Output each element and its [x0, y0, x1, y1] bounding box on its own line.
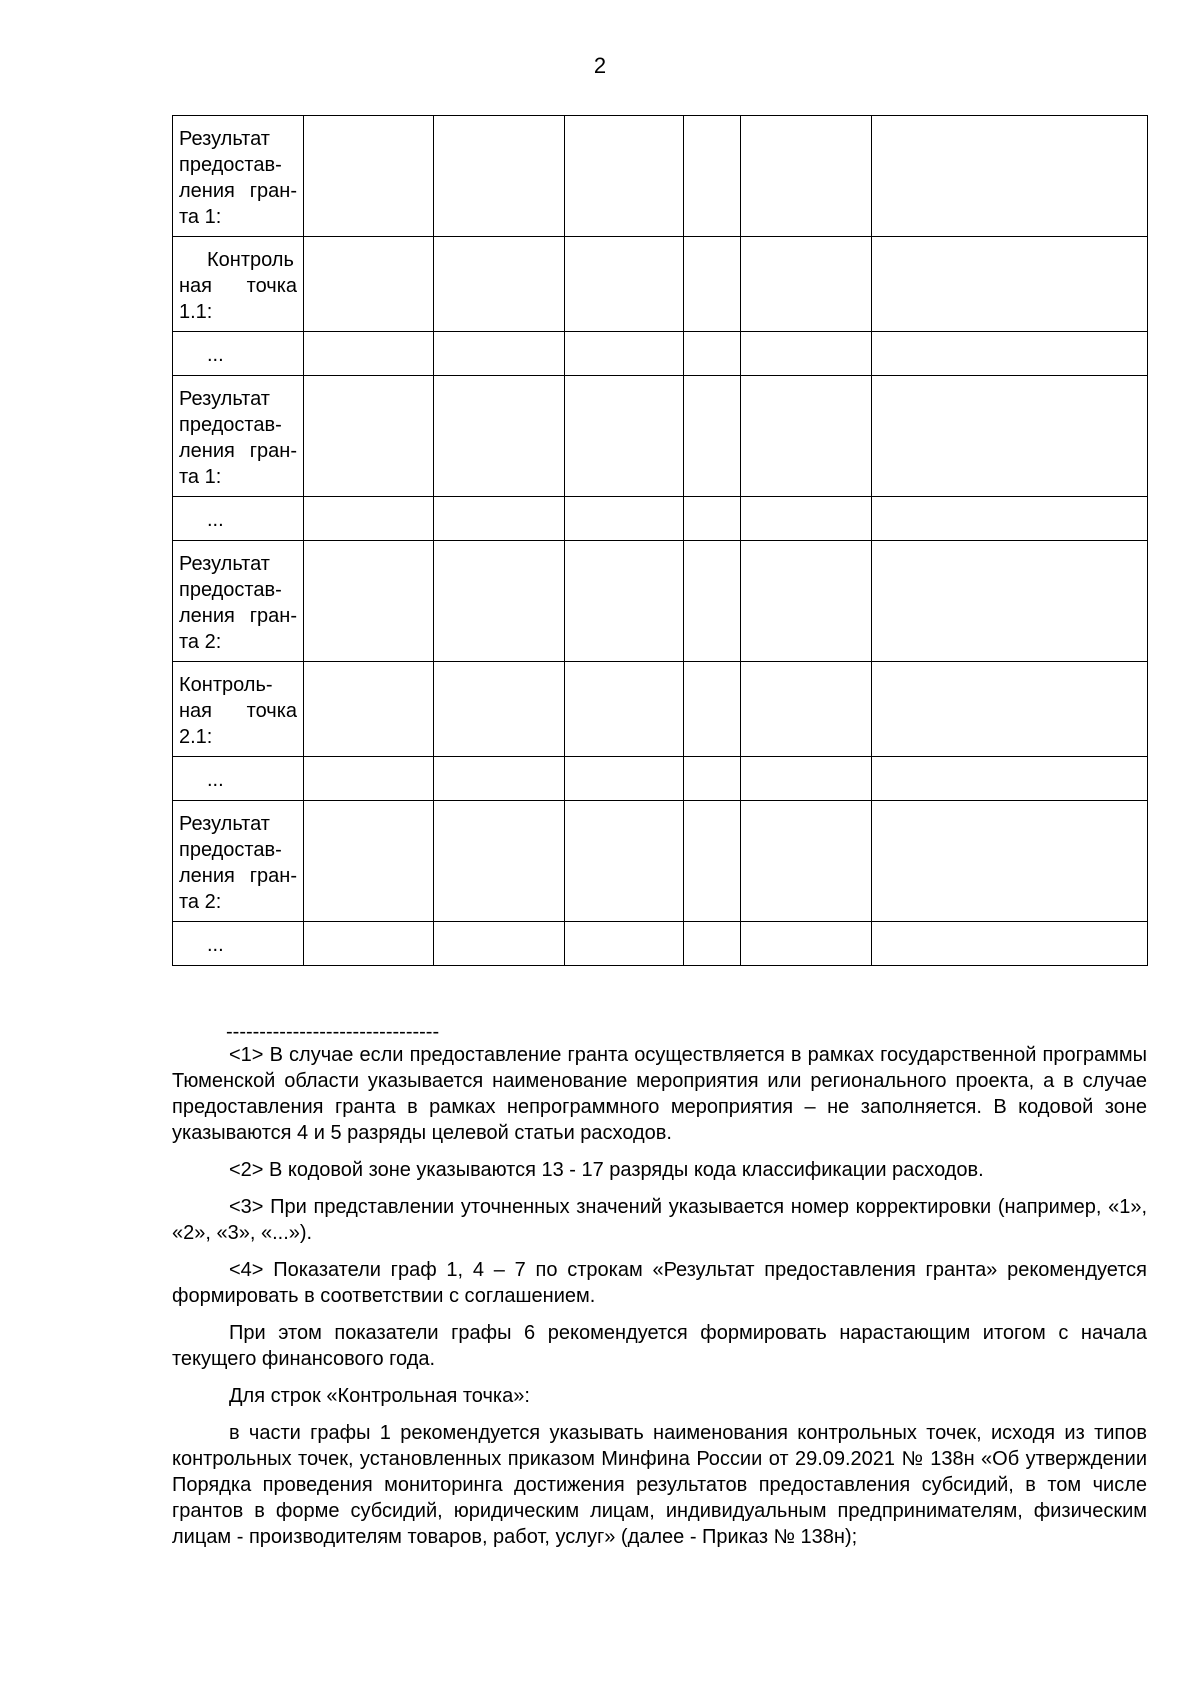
empty-cell	[565, 116, 684, 237]
footnote-1: <1> В случае если предоставление гранта осуществляется в рамках государственной программы Тюменской области указывается наименование мероприятия или регионального проекта, а в случае предоставления гранта в рамках непрограммного мероприятия – не заполняется. В кодовой зоне указываются 4 и 5 разряды целевой статьи расходов.	[172, 1044, 1147, 1144]
empty-cell	[304, 757, 434, 801]
empty-cell	[872, 332, 1148, 376]
row-label-cell	[173, 541, 304, 662]
empty-cell	[304, 801, 434, 922]
row-label-cell	[173, 662, 304, 757]
row-label-cell	[173, 376, 304, 497]
empty-cell	[434, 662, 565, 757]
empty-cell	[741, 332, 872, 376]
note-column-1: в части графы 1 рекомендуется указывать наименования контрольных точек, исходя из типов контрольных точек, установленных приказом Минфина России от 29.09.2021 № 138н «Об утверждении Порядка проведения мониторинга достижения результатов предоставления субсидий, в том числе грантов в форме субсидий, юридическим лицам, индивидуальным предпринимателям, физическим лицам - производителям товаров, работ, услуг» (далее - Приказ № 138н);	[172, 1422, 1147, 1548]
empty-cell	[684, 757, 741, 801]
empty-cell	[872, 497, 1148, 541]
row-label-cell	[173, 497, 304, 541]
empty-cell	[304, 662, 434, 757]
empty-cell	[872, 376, 1148, 497]
empty-cell	[434, 541, 565, 662]
table-row	[173, 116, 1148, 237]
empty-cell	[304, 497, 434, 541]
empty-cell	[741, 237, 872, 332]
empty-cell	[741, 922, 872, 966]
empty-cell	[434, 801, 565, 922]
empty-cell	[684, 541, 741, 662]
table-row	[173, 497, 1148, 541]
empty-cell	[565, 662, 684, 757]
row-label-cell	[173, 116, 304, 237]
empty-cell	[434, 497, 565, 541]
empty-cell	[304, 237, 434, 332]
empty-cell	[434, 237, 565, 332]
empty-cell	[684, 332, 741, 376]
empty-cell	[434, 376, 565, 497]
footnote-4: <4> Показатели граф 1, 4 – 7 по строкам «Результат предоставления гранта» рекомендуется формировать в соответствии с соглашением.	[172, 1259, 1147, 1307]
empty-cell	[872, 116, 1148, 237]
empty-cell	[304, 541, 434, 662]
empty-cell	[684, 801, 741, 922]
empty-cell	[684, 662, 741, 757]
row-label: Контроль-ная точка 2.1:	[179, 674, 297, 748]
row-label: ...	[207, 769, 224, 791]
empty-cell	[741, 541, 872, 662]
empty-cell	[741, 497, 872, 541]
row-label: Результат предостав-ления гран-та 2:	[179, 553, 297, 653]
empty-cell	[684, 922, 741, 966]
empty-cell	[684, 376, 741, 497]
table-row	[173, 376, 1148, 497]
footnote-3: <3> При представлении уточненных значений указывается номер корректировки (например, «1», «2», «3», «...»).	[172, 1196, 1147, 1244]
row-label-cell	[173, 922, 304, 966]
empty-cell	[434, 757, 565, 801]
empty-cell	[565, 237, 684, 332]
row-label: ...	[207, 344, 224, 366]
note-cumulative: При этом показатели графы 6 рекомендуется формировать нарастающим итогом с начала текущего финансового года.	[172, 1322, 1147, 1370]
empty-cell	[684, 237, 741, 332]
empty-cell	[565, 376, 684, 497]
row-label: ...	[207, 509, 224, 531]
table-row	[173, 237, 1148, 332]
row-label-cell	[173, 757, 304, 801]
empty-cell	[741, 662, 872, 757]
row-label-cell	[173, 332, 304, 376]
empty-cell	[872, 541, 1148, 662]
empty-cell	[304, 922, 434, 966]
empty-cell	[684, 116, 741, 237]
empty-cell	[434, 332, 565, 376]
table-row	[173, 801, 1148, 922]
footnote-separator: --------------------------------	[226, 1021, 440, 1043]
footnote-2: <2> В кодовой зоне указываются 13 - 17 разряды кода классификации расходов.	[229, 1159, 984, 1181]
empty-cell	[741, 801, 872, 922]
empty-cell	[741, 376, 872, 497]
empty-cell	[434, 116, 565, 237]
empty-cell	[304, 332, 434, 376]
table-row	[173, 332, 1148, 376]
empty-cell	[565, 801, 684, 922]
empty-cell	[304, 376, 434, 497]
results-table	[172, 115, 1148, 966]
empty-cell	[741, 116, 872, 237]
row-label-cell	[173, 801, 304, 922]
table-row	[173, 922, 1148, 966]
empty-cell	[565, 497, 684, 541]
empty-cell	[684, 497, 741, 541]
row-label: Результат предостав-ления гран-та 1:	[179, 128, 297, 228]
empty-cell	[741, 757, 872, 801]
empty-cell	[434, 922, 565, 966]
row-label: ...	[207, 934, 224, 956]
empty-cell	[872, 757, 1148, 801]
row-label: Результат предостав-ления гран-та 2:	[179, 813, 297, 913]
empty-cell	[872, 237, 1148, 332]
empty-cell	[565, 922, 684, 966]
empty-cell	[565, 332, 684, 376]
empty-cell	[565, 541, 684, 662]
note-control-points-heading: Для строк «Контрольная точка»:	[229, 1385, 530, 1407]
empty-cell	[304, 116, 434, 237]
empty-cell	[872, 801, 1148, 922]
row-label-cell	[173, 237, 304, 332]
table-row	[173, 541, 1148, 662]
row-label: Контроль ная точка 1.1:	[179, 249, 297, 323]
page-number: 2	[593, 53, 607, 78]
empty-cell	[872, 922, 1148, 966]
empty-cell	[872, 662, 1148, 757]
empty-cell	[565, 757, 684, 801]
row-label: Результат предостав-ления гран-та 1:	[179, 388, 297, 488]
table-row	[173, 662, 1148, 757]
table-row	[173, 757, 1148, 801]
footnotes	[172, 1022, 1147, 1550]
